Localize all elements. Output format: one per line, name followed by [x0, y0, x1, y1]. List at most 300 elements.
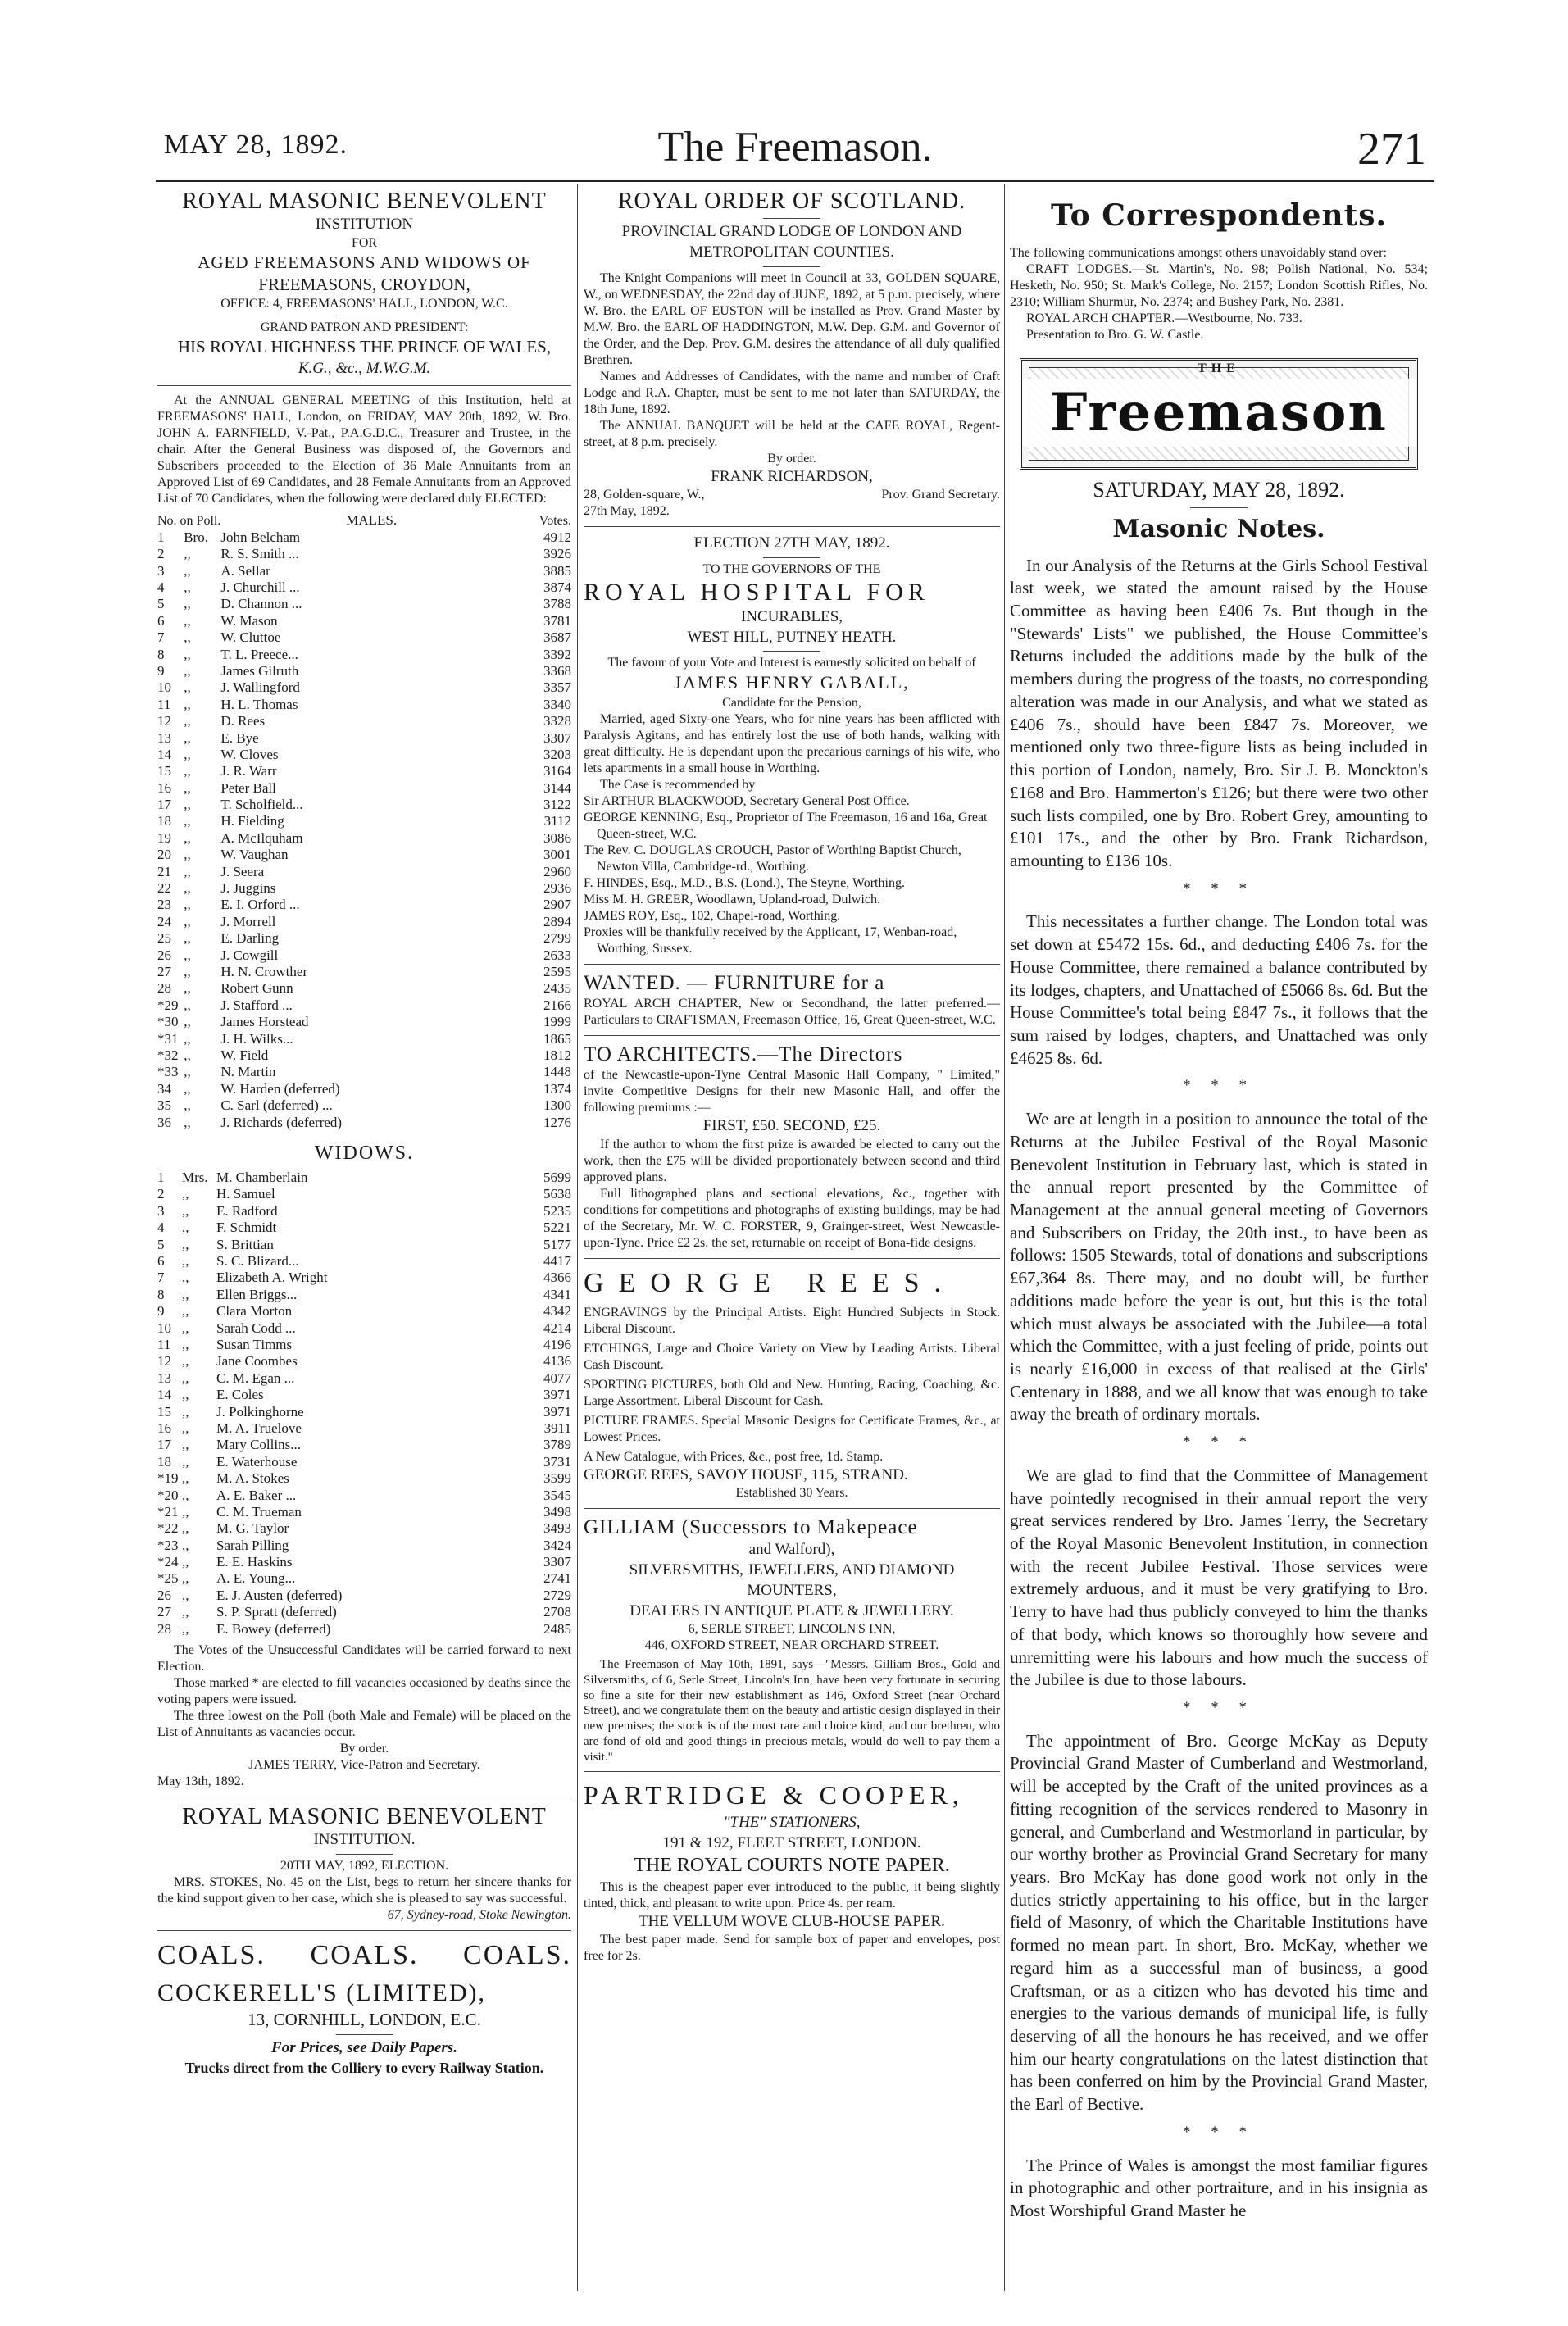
title: ,,: [184, 1064, 191, 1080]
vote-count: 1276: [543, 1114, 571, 1130]
title: ,,: [184, 964, 191, 979]
patron-label: GRAND PATRON AND PRESIDENT:: [260, 320, 469, 335]
issue-date: MAY 28, 1892.: [164, 129, 348, 160]
poll-number: 1: [157, 1170, 165, 1186]
male-poll-row: [157, 697, 571, 713]
widow-poll-row: [157, 1203, 571, 1220]
vote-count: 4342: [543, 1303, 571, 1320]
divider: [584, 964, 1000, 965]
candidate-name: W. Vaughan: [220, 847, 289, 863]
divider: [336, 2034, 393, 2035]
male-poll-row: [157, 797, 571, 813]
vote-count: 3328: [543, 713, 571, 729]
male-poll-row: [157, 613, 571, 629]
candidate-name: C. M. Egan ...: [216, 1370, 295, 1386]
poll-number: *29: [157, 997, 179, 1013]
widow-poll-row: [157, 1470, 571, 1487]
candidate-name: C. Sarl (deferred) ...: [220, 1097, 333, 1114]
candidate-name: Robert Gunn: [220, 980, 293, 997]
male-poll-row: [157, 997, 571, 1014]
title: ,,: [182, 1303, 189, 1320]
poll-number: 23: [157, 897, 171, 913]
divider: [584, 1258, 1000, 1259]
male-poll-row: [157, 813, 571, 829]
widow-poll-row: [157, 1270, 571, 1286]
column-left: [157, 189, 571, 2287]
vote-count: 3911: [543, 1420, 571, 1436]
poll-number: 10: [157, 679, 171, 696]
title: ,,: [182, 1253, 189, 1270]
candidate-name: J. Morrell: [220, 913, 276, 929]
candidate-name: E. Darling: [220, 930, 280, 947]
divider: [584, 1508, 1000, 1509]
vote-count: 3493: [543, 1520, 571, 1537]
title: ,,: [184, 997, 191, 1013]
poll-number: 15: [157, 763, 171, 779]
male-poll-row: [157, 1064, 571, 1080]
poll-number: 27: [157, 964, 171, 979]
male-poll-row: [157, 629, 571, 646]
male-poll-row: [157, 964, 571, 980]
poll-number: 21: [157, 863, 171, 879]
divider: [763, 557, 820, 558]
poll-number: 16: [157, 1420, 171, 1436]
divider: [157, 1930, 571, 1931]
poll-number: 11: [157, 1337, 171, 1352]
ros-council: The Knight Companions will meet in Council at 33, GOLDEN SQUARE, W., on WEDNESDAY, the 22nd day of JUNE, 1892, at 5 p.m. precisely, where W. Bro. the EARL OF EUSTON will be installed as Prov. Grand Master by M.W. Bro. the EARL OF HADDINGTON, M.W. Dep. G.M. and Governor of the Order, and the Dep. Prov. G.M. desires the attendance of all duly qualified Brethren.: [584, 270, 1000, 367]
title: ,,: [184, 797, 191, 813]
poll-number: 2: [157, 546, 165, 562]
title: ,,: [182, 1503, 189, 1520]
separator-stars: * * *: [1183, 2123, 1255, 2141]
ros-address: 28, Golden-square, W.,: [584, 488, 705, 502]
poll-number: *25: [157, 1570, 179, 1587]
male-poll-row: [157, 980, 571, 997]
column-middle: [584, 189, 1000, 2287]
candidate-name: J. Stafford ...: [220, 997, 293, 1013]
rhi-referee: The Rev. C. DOUGLAS CROUCH, Pastor of Worthing Baptist Church, Newton Villa, Cambridge-rd., Worthing.: [584, 843, 961, 874]
poll-number: *20: [157, 1487, 179, 1503]
widow-poll-row: [157, 1554, 571, 1570]
ros-banquet: The ANNUAL BANQUET will be held at the CAFE ROYAL, Regent-street, at 8 p.m. precisely.: [584, 418, 1000, 449]
rhi-favour: The favour of your Vote and Interest is earnestly solicited on behalf of: [607, 656, 976, 670]
ros-address-row: [584, 487, 1000, 503]
male-poll-row: [157, 947, 571, 964]
candidate-name: M. A. Stokes: [216, 1470, 289, 1487]
vote-count: 2166: [543, 997, 571, 1013]
poll-number: 9: [157, 662, 165, 679]
vote-count: 3874: [543, 579, 571, 596]
patron-name: HIS ROYAL HIGHNESS THE PRINCE OF WALES,: [177, 337, 552, 357]
poll-number: 14: [157, 746, 171, 762]
widow-poll-row: [157, 1237, 571, 1253]
notes-paragraph: We are glad to find that the Committee of Management have pointedly recognised in their annual report the very great services rendered by Bro. James Terry, the Secretary of the Royal Masonic Benevolent Institution, in connection with the recent Jubilee Festival. Those services were extremely arduous, and it must be very gratifying to Bro. Terry to have had thus publicly conveyed to him the thanks of that body, which knows so thoroughly how severe and unremitting were his labours and how much the success of the Jubilee is due to those labours.: [1010, 1465, 1428, 1690]
poll-number: 22: [157, 880, 171, 897]
male-poll-row: [157, 880, 571, 897]
vote-count: 4417: [543, 1253, 571, 1270]
architects-prizes: FIRST, £50. SECOND, £25.: [702, 1116, 881, 1134]
title: ,,: [184, 1014, 191, 1030]
candidate-name: A. Sellar: [220, 562, 270, 579]
candidate-name: Ellen Briggs...: [216, 1286, 298, 1302]
rees-engravings: ENGRAVINGS by the Principal Artists. Eight Hundred Subjects in Stock. Liberal Discount.: [584, 1305, 1000, 1336]
title: ,,: [184, 679, 191, 696]
title: ,,: [182, 1554, 189, 1570]
column-rule: [1004, 184, 1005, 2291]
poll-number: 12: [157, 1353, 171, 1370]
wanted-text: ROYAL ARCH CHAPTER, New or Secondhand, the latter preferred.—Particulars to CRAFTSMAN, Freemason Office, 16, Great Queen-street, W.C.: [584, 996, 1000, 1027]
title: ,,: [184, 947, 191, 963]
candidate-name: S. Brittian: [216, 1236, 274, 1252]
title: ,,: [184, 579, 191, 596]
widow-poll-row: [157, 1454, 571, 1470]
candidate-name: J. H. Wilks...: [220, 1030, 293, 1047]
candidate-name: A. E. Young...: [216, 1570, 296, 1587]
widow-poll-row: [157, 1437, 571, 1453]
poll-number: *33: [157, 1064, 179, 1080]
vote-count: 3599: [543, 1470, 571, 1487]
poll-number: 8: [157, 646, 165, 662]
ros-signatory: FRANK RICHARDSON,: [711, 467, 873, 485]
rees-catalogue: A New Catalogue, with Prices, &c., post free, 1d. Stamp.: [584, 1449, 884, 1464]
poll-number: 16: [157, 779, 171, 796]
vote-count: 4912: [543, 529, 571, 545]
vote-count: 3307: [543, 729, 571, 746]
candidate-name: Mary Collins...: [216, 1437, 301, 1453]
marked-note: Those marked * are elected to fill vacancies occasioned by deaths since the voting papers were issued.: [157, 1676, 571, 1707]
vote-count: 3788: [543, 596, 571, 612]
rhi-recommended: The Case is recommended by: [600, 777, 756, 792]
poll-number: 10: [157, 1320, 171, 1336]
lowest-note: The three lowest on the Poll (both Male and Female) will be placed on the List of Annuitants as vacancies occur.: [157, 1709, 571, 1740]
rhi-heading: ROYAL HOSPITAL FOR: [584, 578, 929, 606]
divider: [584, 526, 1000, 527]
title: ,,: [184, 880, 191, 897]
rees-established: Established 30 Years.: [735, 1486, 848, 1501]
vote-count: 3971: [543, 1387, 571, 1403]
poll-number: 27: [157, 1604, 171, 1620]
cockerell-name: COCKERELL'S (LIMITED),: [157, 1979, 487, 2007]
candidate-name: W. Harden (deferred): [220, 1080, 340, 1097]
vote-count: 2907: [543, 897, 571, 913]
vote-count: 2708: [543, 1604, 571, 1620]
widow-poll-row: [157, 1186, 571, 1202]
male-poll-row: [157, 663, 571, 679]
title: ,,: [184, 729, 191, 746]
widow-poll-row: [157, 1504, 571, 1520]
male-poll-row: [157, 830, 571, 847]
ros-heading: ROYAL ORDER OF SCOTLAND.: [617, 189, 966, 214]
candidate-name: Jane Coombes: [216, 1353, 298, 1370]
male-poll-row: [157, 763, 571, 779]
title: ,,: [182, 1620, 189, 1637]
gilliam-silversmiths: SILVERSMITHS, JEWELLERS, AND DIAMOND MOUNTERS,: [629, 1561, 955, 1599]
title: ,,: [182, 1420, 189, 1436]
partridge-sub: "THE" STATIONERS,: [723, 1814, 861, 1832]
cockerell-address: 13, CORNHILL, LONDON, E.C.: [248, 2010, 481, 2030]
candidate-name: H. L. Thomas: [220, 696, 298, 712]
votes-header: Votes.: [539, 513, 571, 528]
male-poll-row: [157, 1115, 571, 1131]
poll-number: 3: [157, 562, 165, 579]
poll-number: 5: [157, 596, 165, 612]
candidate-name: Elizabeth A. Wright: [216, 1270, 328, 1286]
vote-count: 2595: [543, 964, 571, 979]
vote-count: 3357: [543, 679, 571, 696]
poll-number: 4: [157, 1220, 165, 1236]
rees-frames: PICTURE FRAMES. Special Masonic Designs for Certificate Frames, &c., at Lowest Prices.: [584, 1413, 1000, 1444]
by-order: By order.: [339, 1742, 389, 1756]
gilliam-dealers: DEALERS IN ANTIQUE PLATE & JEWELLERY.: [629, 1601, 954, 1620]
title: ,,: [182, 1570, 189, 1587]
widow-poll-row: [157, 1520, 571, 1537]
rees-address: GEORGE REES, SAVOY HOUSE, 115, STRAND.: [584, 1465, 908, 1483]
poll-number: 4: [157, 579, 165, 596]
vote-count: 3122: [543, 797, 571, 813]
correspondents-presentation: Presentation to Bro. G. W. Castle.: [1026, 327, 1204, 342]
vote-count: 4214: [543, 1320, 571, 1336]
vote-count: 2729: [543, 1587, 571, 1603]
poll-number: *19: [157, 1470, 179, 1487]
poll-number: *30: [157, 1014, 179, 1030]
rhi-place: WEST HILL, PUTNEY HEATH.: [687, 628, 897, 646]
vote-count: 3731: [543, 1453, 571, 1470]
candidate-name: E. Bye: [220, 729, 259, 746]
ros-date: 27th May, 1892.: [584, 504, 670, 519]
vote-count: 3086: [543, 829, 571, 846]
vote-count: 2936: [543, 880, 571, 897]
vote-count: 3885: [543, 562, 571, 579]
title: ,,: [184, 813, 191, 829]
title: ,,: [184, 596, 191, 612]
candidate-name: W. Cloves: [220, 746, 279, 762]
candidate-name: T. Scholfield...: [220, 797, 303, 813]
rmbi-subheading: INSTITUTION: [315, 216, 414, 234]
title: ,,: [184, 913, 191, 929]
poll-number: *21: [157, 1503, 179, 1520]
title: ,,: [184, 629, 191, 646]
vote-count: 3112: [543, 813, 571, 829]
poll-number: 28: [157, 1620, 171, 1637]
gilliam-address1: 6, SERLE STREET, LINCOLN'S INN,: [688, 1622, 896, 1637]
widow-poll-row: [157, 1570, 571, 1587]
male-poll-row: [157, 747, 571, 763]
rhi-referee: GEORGE KENNING, Esq., Proprietor of The Freemason, 16 and 16a, Great Queen-street, W.C.: [584, 810, 988, 841]
candidate-name: Clara Morton: [216, 1303, 293, 1320]
widow-poll-row: [157, 1353, 571, 1370]
poll-number: 7: [157, 1270, 165, 1286]
widow-poll-row: [157, 1370, 571, 1387]
title: ,,: [184, 1030, 191, 1047]
poll-number: 35: [157, 1097, 171, 1114]
vote-count: 3164: [543, 763, 571, 779]
rhi-proxies: Proxies will be thankfully received by the Applicant, 17, Wenban-road, Worthing, Sussex.: [584, 924, 957, 956]
logo-the: THE: [1198, 361, 1240, 375]
widow-poll-row: [157, 1604, 571, 1620]
poll-number: 12: [157, 713, 171, 729]
divider: [1190, 507, 1248, 508]
vote-count: 1999: [543, 1014, 571, 1030]
poll-number: *32: [157, 1047, 179, 1063]
title: ,,: [182, 1537, 189, 1553]
widow-poll-row: [157, 1337, 571, 1353]
male-poll-row: [157, 1031, 571, 1047]
title: ,,: [182, 1202, 189, 1219]
males-rows: [157, 529, 571, 1131]
column-rule: [577, 184, 578, 2291]
vote-count: 4366: [543, 1270, 571, 1286]
ros-byorder: By order.: [767, 451, 816, 466]
title: Bro.: [184, 529, 208, 545]
gilliam-sub: and Walford),: [748, 1541, 835, 1559]
candidate-name: N. Martin: [220, 1064, 276, 1080]
coal-prices: For Prices, see Daily Papers.: [271, 2039, 457, 2057]
rees-heading: GEORGE REES.: [584, 1267, 956, 1298]
candidate-name: J. Polkinghorne: [216, 1403, 304, 1420]
widows-poll-table: [157, 1170, 571, 1638]
rhi-candidate-name: JAMES HENRY GABALL,: [674, 672, 910, 693]
candidate-name: Sarah Pilling: [216, 1537, 289, 1553]
partridge-rcnp: THE ROYAL COURTS NOTE PAPER.: [634, 1855, 950, 1877]
title: ,,: [184, 562, 191, 579]
correspondents-intro: The following communications amongst others unavoidably stand over:: [1010, 245, 1387, 260]
rmbi-for: FOR: [351, 235, 378, 250]
male-poll-row: [157, 529, 571, 546]
poll-number: 6: [157, 612, 165, 629]
candidate-name: W. Field: [220, 1047, 269, 1063]
title: ,,: [182, 1453, 189, 1470]
widows-header: WIDOWS.: [314, 1142, 415, 1164]
vote-count: 3789: [543, 1437, 571, 1453]
patron-titles: K.G., &c., M.W.G.M.: [298, 359, 431, 377]
male-poll-row: [157, 864, 571, 880]
page-number: 271: [1357, 124, 1426, 175]
signature-date: May 13th, 1892.: [157, 1774, 244, 1789]
title: ,,: [184, 897, 191, 913]
title: ,,: [182, 1387, 189, 1403]
title: ,,: [182, 1220, 189, 1236]
vote-count: 3144: [543, 779, 571, 796]
candidate-name: F. Schmidt: [216, 1220, 277, 1236]
vote-count: 1865: [543, 1030, 571, 1047]
rhi-referee: JAMES ROY, Esq., 102, Chapel-road, Worthing.: [584, 908, 841, 923]
candidate-name: J. Seera: [220, 863, 265, 879]
vote-count: 3687: [543, 629, 571, 646]
partridge-address: 191 & 192, FLEET STREET, LONDON.: [662, 1833, 921, 1851]
rmbi-heading: ROYAL MASONIC BENEVOLENT: [182, 189, 547, 214]
notes-paragraph: In our Analysis of the Returns at the Girls School Festival last week, we stated the amount raised by the House Committee as having been £406 7s. But though in the "Stewards' Lists" we published, the House Committee's Returns included the additions made by the bulk of the members during the progress of the toasts, no corresponding alteration was made in our Analysis, and what we stated as £406 7s., should have been £847 7s. Moreover, we mentioned only two three-figure lists as being included in this portion of London, namely, Bro. Sir J. B. Monckton's £168 and Bro. Hammerton's £126; but there were two other such lists compiled, one by Bro. Robert Grey, amounting to £101 17s., and the other by Bro. Frank Richardson, amounting to £136 10s.: [1010, 555, 1428, 870]
vote-count: 3368: [543, 662, 571, 679]
male-poll-row: [157, 897, 571, 913]
title: ,,: [182, 1587, 189, 1603]
title: ,,: [184, 546, 191, 562]
poll-number: 15: [157, 1403, 171, 1420]
title: ,,: [182, 1403, 189, 1420]
title: ,,: [182, 1353, 189, 1370]
rees-sporting: SPORTING PICTURES, both Old and New. Hunting, Racing, Coaching, &c. Large Assortment. Liberal Discount for Cash.: [584, 1377, 1000, 1408]
divider: [763, 266, 820, 267]
partridge-heading: PARTRIDGE & COOPER,: [584, 1780, 964, 1810]
vote-count: 2799: [543, 930, 571, 947]
poll-number: 1: [157, 529, 165, 545]
vote-count: 4077: [543, 1370, 571, 1386]
poll-number: 26: [157, 1587, 171, 1603]
vote-count: 3781: [543, 612, 571, 629]
divider: [763, 651, 820, 652]
title: ,,: [184, 1114, 191, 1130]
vote-count: 3340: [543, 696, 571, 712]
title: ,,: [182, 1320, 189, 1336]
candidate-name: H. N. Crowther: [220, 964, 308, 979]
male-poll-row: [157, 596, 571, 612]
vote-count: 4196: [543, 1337, 571, 1352]
rees-etchings: ETCHINGS, Large and Choice Variety on View by Leading Artists. Liberal Cash Discount.: [584, 1341, 1000, 1372]
ros-subheading: PROVINCIAL GRAND LODGE OF LONDON AND METROPOLITAN COUNTIES.: [621, 223, 962, 261]
architects-p2: Full lithographed plans and sectional elevations, &c., together with conditions for competitions and photographs of existing buildings, may be had of the Secretary, Mr. W. C. FORSTER, 9, Grainger-street, West Newcastle-upon-Tyne. Price £2 2s. the set, returnable on receipt of Bona-fide designs.: [584, 1186, 1000, 1250]
male-poll-row: [157, 780, 571, 797]
candidate-name: M. Chamberlain: [216, 1170, 308, 1186]
divider: [584, 1771, 1000, 1772]
candidate-name: John Belcham: [220, 529, 301, 545]
candidate-name: S. C. Blizard...: [216, 1253, 299, 1270]
candidate-name: T. L. Preece...: [220, 646, 298, 662]
candidate-name: E. E. Haskins: [216, 1554, 293, 1570]
title: ,,: [182, 1286, 189, 1302]
candidate-name: H. Samuel: [216, 1186, 275, 1202]
title: ,,: [182, 1437, 189, 1453]
vote-count: 2741: [543, 1570, 571, 1587]
vote-count: 3001: [543, 847, 571, 863]
widow-poll-row: [157, 1220, 571, 1236]
male-poll-row: [157, 679, 571, 696]
widow-poll-row: [157, 1303, 571, 1320]
poll-number: 9: [157, 1303, 165, 1320]
title: ,,: [182, 1520, 189, 1537]
partridge-text: This is the cheapest paper ever introduced to the public, it being slightly tinted, thick, and pleasant to write upon. Price 4s. per ream.: [584, 1879, 1000, 1910]
vote-count: 3203: [543, 746, 571, 762]
poll-number: 19: [157, 829, 171, 846]
signature: JAMES TERRY, Vice-Patron and Secretary.: [248, 1758, 480, 1773]
candidate-name: M. A. Truelove: [216, 1420, 302, 1436]
vote-count: 4136: [543, 1353, 571, 1370]
coals-banner: [157, 1938, 571, 1974]
rmbi-aged: AGED FREEMASONS AND WIDOWS OF: [198, 252, 531, 272]
logo-wordmark: Freemason: [1022, 379, 1416, 447]
vote-count: 2960: [543, 863, 571, 879]
widow-poll-row: [157, 1170, 571, 1186]
architects-text: of the Newcastle-upon-Tyne Central Masonic Hall Company, " Limited," invite Competitive Designs for their new Masonic Hall, and offer the following premiums :—: [584, 1067, 1000, 1115]
male-poll-row: [157, 1047, 571, 1064]
widow-poll-row: [157, 1420, 571, 1437]
poll-number: 17: [157, 1437, 171, 1453]
divider: [584, 1035, 1000, 1036]
vote-count: 3307: [543, 1554, 571, 1570]
widow-poll-row: [157, 1253, 571, 1270]
widow-poll-row: [157, 1488, 571, 1504]
poll-number: *24: [157, 1554, 179, 1570]
coals-word: COALS.: [157, 1939, 266, 1970]
title: Mrs.: [182, 1170, 208, 1186]
title: ,,: [182, 1604, 189, 1620]
title: ,,: [184, 829, 191, 846]
notes-paragraph: This necessitates a further change. The London total was set down at £5472 15s. 6d., and deducting £406 7s. for the House Committee, there remained a balance contributed by its lodges, chapters, and Unattached of £5066 8s. 6d. But the House Committee's total being £847 7s., it follows that the sum raised by lodges, chapters, and Unattached was only £4625 8s. 6d.: [1010, 911, 1428, 1068]
candidate-name: E. Bowey (deferred): [216, 1620, 331, 1637]
separator-stars: * * *: [1183, 1699, 1255, 1716]
poll-number: 24: [157, 913, 171, 929]
poll-number: 13: [157, 729, 171, 746]
notes-paragraph: The Prince of Wales is amongst the most familiar figures in photographic and other portraiture, and in his insignia as Most Worshipful Grand Master he: [1010, 2155, 1428, 2221]
candidate-name: M. G. Taylor: [216, 1520, 289, 1537]
